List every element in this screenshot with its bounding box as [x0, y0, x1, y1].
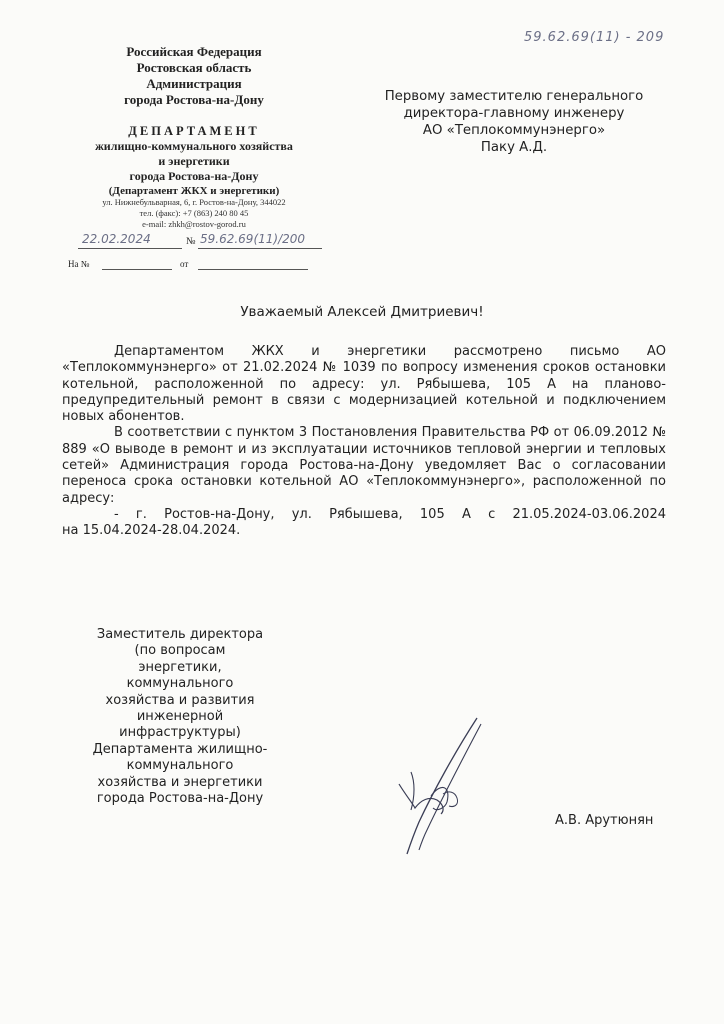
position-line: коммунального [126, 676, 234, 692]
reference-line [68, 257, 318, 273]
position-line: города Ростова-на-Дону [96, 791, 264, 807]
handwritten-signature [385, 712, 495, 858]
department-title: ДЕПАРТАМЕНТ [128, 124, 260, 138]
signatory-name: А.В. Арутюнян [555, 813, 654, 828]
department-block [60, 124, 328, 199]
position-line: Заместитель директора [96, 627, 264, 642]
registration-line [60, 232, 322, 252]
position-line: энергетики, [138, 659, 222, 675]
addressee-line: АО «Теплокоммунэнерго» [422, 123, 606, 138]
sender-header-line: Российская Федерация [126, 44, 262, 59]
na-underline [102, 269, 172, 270]
registration-number: 59.62.69(11)/200 [200, 232, 306, 246]
body-paragraph: В соответствии с пунктом 3 Постановления Правительства РФ от 06.09.2012 № 889 «О выводе в ремонт и из эксплуатации источников тепловой энергии и тепловых сетей» Администрация города Ростова-на-Дону уведомляет Вас о согласовании переноса срока остановки котельной АО «Теплокоммунэнерго», расположенной по адресу: [62, 425, 666, 506]
position-line: Департамента жилищно- [92, 741, 268, 757]
addressee-block [360, 88, 668, 156]
number-underline [198, 248, 322, 249]
position-line: хозяйства и энергетики [97, 774, 263, 790]
number-sign: № [186, 236, 196, 247]
handwritten-reference-number: 59.62.69(11) - 209 [524, 30, 665, 45]
letter-body [62, 344, 666, 540]
sender-header-line: Ростовская область [136, 60, 252, 75]
sender-header-line: Администрация [146, 76, 242, 91]
body-paragraph: на 15.04.2024-28.04.2024. [62, 523, 241, 539]
position-line: коммунального [126, 758, 234, 774]
position-line: (по вопросам [134, 643, 226, 659]
department-line: города Ростова-на-Дону [129, 169, 259, 183]
position-line: инфраструктуры) [119, 725, 241, 741]
body-paragraph: - г. Ростов-на-Дону, ул. Рябышева, 105 А с 21.05.2024-03.06.2024 [114, 506, 666, 522]
na-label: На № [68, 259, 90, 269]
addressee-line: директора-главному инженеру [403, 106, 625, 121]
signatory-position [62, 627, 298, 807]
department-phone: тел. (факс): +7 (863) 240 80 45 [139, 208, 249, 218]
addressee-line: Первому заместителю генерального [384, 89, 644, 104]
greeting: Уважаемый Алексей Дмитриевич! [240, 304, 484, 320]
department-email: e-mail: zhkh@rostov-gorod.ru [142, 219, 246, 229]
department-address: ул. Нижнебульварная, 6, г. Ростов-на-Дону, 344022 [102, 197, 286, 207]
addressee-line: Паку А.Д. [480, 140, 548, 155]
sender-header-line: города Ростова-на-Дону [124, 92, 264, 107]
date-underline [78, 248, 182, 249]
position-line: хозяйства и развития [105, 692, 255, 708]
body-paragraph: Департаментом ЖКХ и энергетики рассмотрено письмо АО «Теплокоммунэнерго» от 21.02.2024 № 1039 по вопросу изменения сроков остановки котельной, расположенной по адресу: ул. Рябышева, 105 А на планово-предупредительный ремонт в связи с модернизацией котельной и подключением новых абонентов. [62, 344, 666, 425]
ot-underline [198, 269, 308, 270]
ot-label: от [180, 259, 189, 269]
registration-date: 22.02.2024 [82, 232, 151, 246]
position-line: инженерной [136, 709, 224, 725]
department-line: жилищно-коммунального хозяйства [95, 139, 293, 153]
sender-header [60, 44, 328, 108]
department-contacts [60, 197, 328, 230]
department-abbreviation: (Департамент ЖКХ и энергетики) [108, 185, 280, 197]
department-line: и энергетики [158, 154, 230, 168]
